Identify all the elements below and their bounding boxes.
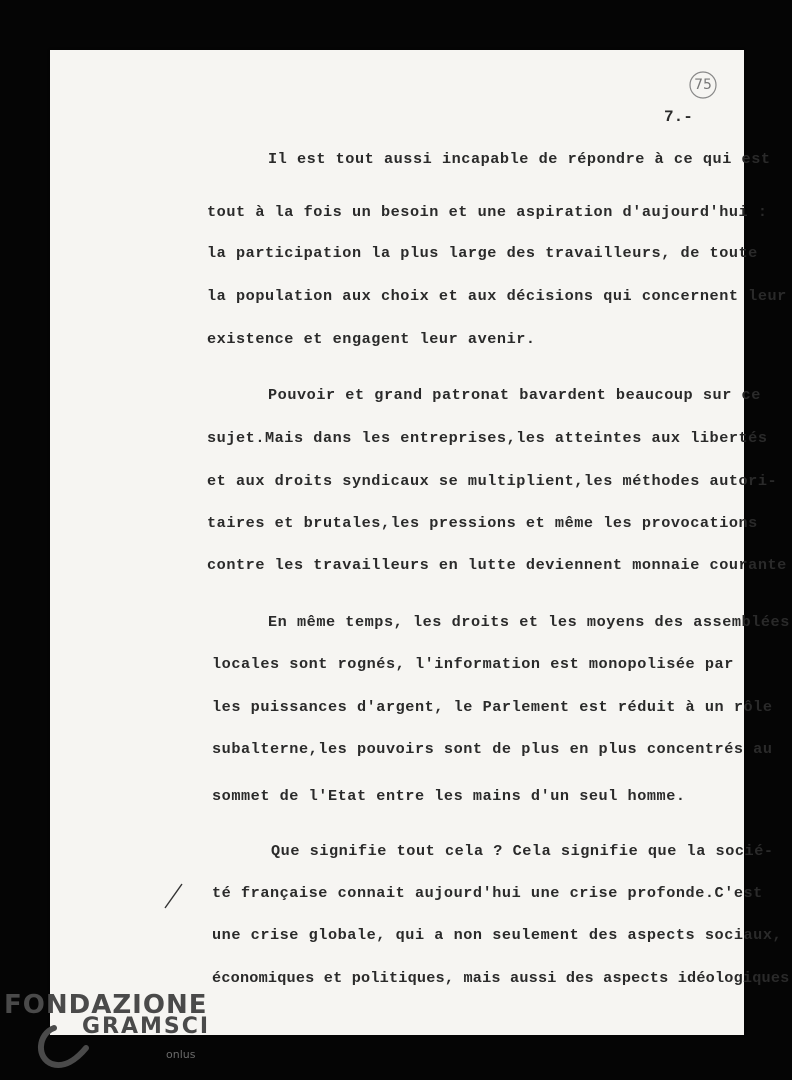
text-line: Il est tout aussi incapable de répondre à ce qui est	[268, 150, 771, 168]
archive-number-stamp	[688, 70, 718, 100]
archive-number: 75	[694, 77, 712, 93]
text-line: sujet.Mais dans les entreprises,les atteintes aux libertés	[207, 429, 768, 447]
text-line: la population aux choix et aux décisions qui concernent leur	[207, 287, 787, 305]
text-line: sommet de l'Etat entre les mains d'un seul homme.	[212, 787, 686, 805]
text-line: En même temps, les droits et les moyens des assemblées	[268, 613, 790, 631]
text-line: té française connait aujourd'hui une crise profonde.C'est	[212, 884, 763, 902]
text-line: taires et brutales,les pressions et même les provocations	[207, 514, 758, 532]
page-number: 7.-	[664, 108, 693, 126]
text-line: la participation la plus large des travailleurs, de toute	[207, 244, 758, 262]
text-line: subalterne,les pouvoirs sont de plus en plus concentrés au	[212, 740, 773, 758]
text-line: économiques et politiques, mais aussi des aspects idéologiques	[212, 969, 790, 987]
margin-slash-mark	[162, 882, 184, 910]
circle-stamp-icon	[688, 70, 718, 100]
watermark-line3: onlus	[166, 1048, 196, 1061]
watermark-line2: GRAMSCI	[82, 1014, 211, 1039]
text-line: tout à la fois un besoin et une aspiration d'aujourd'hui :	[207, 203, 768, 221]
text-line: une crise globale, qui a non seulement des aspects sociaux,	[212, 926, 783, 944]
text-line: et aux droits syndicaux se multiplient,les méthodes autori-	[207, 472, 778, 490]
text-line: Que signifie tout cela ? Cela signifie que la socié-	[271, 842, 774, 860]
text-line: contre les travailleurs en lutte deviennent monnaie courante	[207, 556, 787, 574]
text-line: existence et engagent leur avenir.	[207, 330, 536, 348]
text-line: locales sont rognés, l'information est monopolisée par	[212, 655, 734, 673]
document-page	[50, 50, 790, 1035]
watermark-line1: FONDAZIONE	[4, 990, 208, 1020]
text-line: Pouvoir et grand patronat bavardent beaucoup sur ce	[268, 386, 761, 404]
text-line: les puissances d'argent, le Parlement est réduit à un rôle	[212, 698, 773, 716]
